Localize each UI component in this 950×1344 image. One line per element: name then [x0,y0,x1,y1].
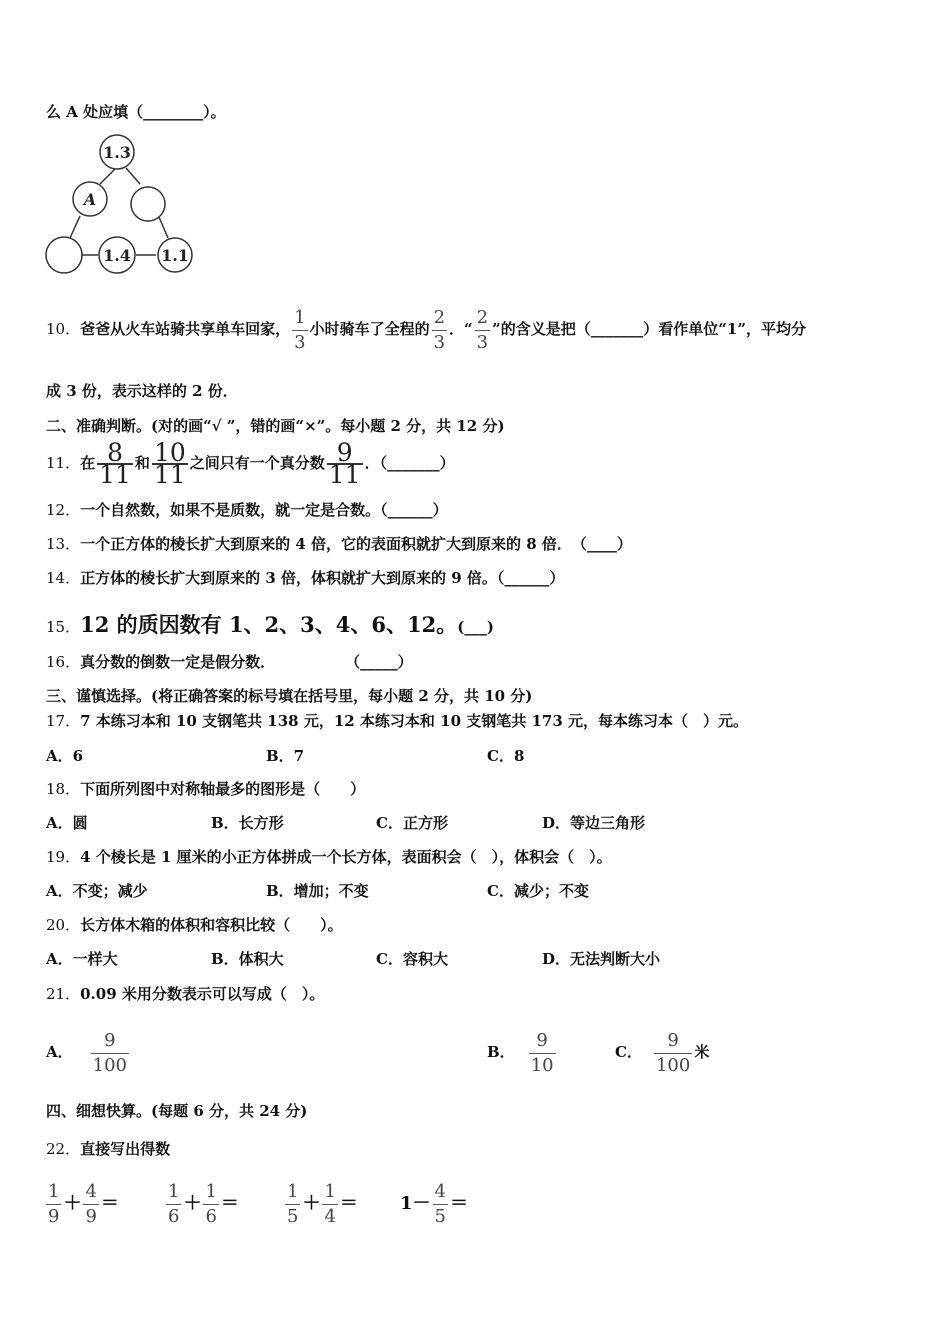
q21-option-a[interactable]: A． $\frac{9}{100}$ [46,1029,127,1076]
fraction: $\frac{9}{100}$ [655,1029,691,1076]
q19-option-b[interactable]: B．增加；不变 [266,882,369,900]
q18-option-b[interactable]: B．长方形 [211,814,284,832]
question-22: 22．直接写出得数 [46,1140,171,1158]
q19-option-c[interactable]: C．减少；不变 [487,882,589,900]
q20-option-b[interactable]: B．体积大 [211,950,284,968]
expression-3: $\frac{1}{5}$ ＋ $\frac{1}{4}$ ＝ [287,1180,358,1227]
edge [159,217,168,238]
q18-option-d[interactable]: D．等边三角形 [542,814,646,832]
q19-option-a[interactable]: A．不变；减少 [46,882,148,900]
question-number: 11． [46,454,81,472]
expression-4: 1－ $\frac{4}{5}$ ＝ [400,1180,468,1227]
section-3-heading: 三、谨慎选择。(将正确答案的标号填在括号里，每小题 2 分，共 10 分) [46,687,533,705]
fraction: $\frac{1}{5}$ [287,1180,299,1227]
question-number: 10． [46,320,81,338]
question-11: 11．在 $\frac{8}{11}$ 和 $\frac{10}{11}$ 之间只有一个真分数 $\frac{9}{11}$ ．（_______） [46,438,455,489]
number-triangle-diagram [44,134,196,274]
fraction: $\frac{10}{11}$ [153,438,186,489]
q17-option-b[interactable]: B．7 [266,747,305,765]
q17-option-a[interactable]: A．6 [46,747,84,765]
fraction: $\frac{2}{3}$ [476,306,489,353]
edge [70,216,80,238]
fraction: $\frac{1}{6}$ [168,1180,180,1227]
q20-option-c[interactable]: C．容积大 [376,950,448,968]
question-18: 18．下面所列图中对称轴最多的图形是（ ） [46,780,366,798]
fraction: $\frac{2}{3}$ [433,306,446,353]
node-top-label: 1.3 [103,143,131,162]
node-right-mid [131,187,165,221]
section-2-heading: 二、准确判断。(对的画“√ ”，错的画“×”。每小题 2 分，共 12 分) [46,417,505,435]
question-10: 10．爸爸从火车站骑共享单车回家， $\frac{1}{3}$ 小时骑车了全程的 $\frac{2}{3}$ ．“ $\frac{2}{3}$ ”的含义是把（_______）看作单位“1”，平均分 [46,306,806,353]
fraction: $\frac{1}{4}$ [324,1180,336,1227]
fraction: $\frac{9}{10}$ [530,1029,554,1076]
question-13: 13．一个正方体的棱长扩大到原来的 4 倍，它的表面积就扩大到原来的 8 倍． （____） [46,535,632,553]
edge [126,168,140,184]
question-21: 21．0.09 米用分数表示可以写成（ ）。 [46,985,325,1003]
expression-2: $\frac{1}{6}$ ＋ $\frac{1}{6}$ ＝ [168,1180,239,1227]
section-4-heading: 四、细想快算。(每题 6 分，共 24 分) [46,1102,308,1120]
q20-option-a[interactable]: A．一样大 [46,950,118,968]
node-bottom-left [46,237,82,273]
question-16: 16．真分数的倒数一定是假分数． （_____） [46,653,413,671]
q17-option-c[interactable]: C．8 [487,747,525,765]
node-bottom-mid-label: 1.4 [103,246,131,265]
fraction: $\frac{1}{6}$ [205,1180,217,1227]
expression-1: $\frac{1}{9}$ ＋ $\frac{4}{9}$ ＝ [48,1180,119,1227]
fraction: $\frac{9}{11}$ [328,438,361,489]
q20-option-d[interactable]: D．无法判断大小 [542,950,661,968]
fraction: $\frac{8}{11}$ [99,438,131,489]
fraction: $\frac{4}{5}$ [434,1180,446,1227]
node-bottom-right-label: 1.1 [161,246,189,265]
question-20: 20．长方体木箱的体积和容积比较（ ）。 [46,916,343,934]
question-15: 15．12 的质因数有 1、2、3、4、6、12。(___) [46,612,494,637]
question-19: 19．4 个棱长是 1 厘米的小正方体拼成一个长方体，表面积会（ ），体积会（ ）。 [46,848,612,866]
q21-option-c[interactable]: C． $\frac{9}{100}$ 米 [615,1029,710,1076]
question-14: 14．正方体的棱长扩大到原来的 3 倍，体积就扩大到原来的 9 倍。（______） [46,569,565,587]
edge [100,168,116,184]
fraction: $\frac{4}{9}$ [85,1180,97,1227]
q18-option-c[interactable]: C．正方形 [376,814,448,832]
question-9-tail: 么 A 处应填（________）。 [46,103,226,121]
question-12: 12．一个自然数，如果不是质数，就一定是合数。（______） [46,501,448,519]
question-10-line2: 成 3 份，表示这样的 2 份． [46,382,238,400]
fraction: $\frac{9}{100}$ [92,1029,127,1076]
fraction: $\frac{1}{3}$ [294,306,306,353]
q21-option-b[interactable]: B． $\frac{9}{10}$ [487,1029,554,1076]
question-17: 17．7 本练习本和 10 支钢笔共 138 元，12 本练习本和 10 支钢笔共 173 元，每本练习本（ ）元。 [46,712,748,730]
fraction: $\frac{1}{9}$ [48,1180,60,1227]
q18-option-a[interactable]: A．圆 [46,814,88,832]
node-left-mid-label: A [83,190,97,209]
